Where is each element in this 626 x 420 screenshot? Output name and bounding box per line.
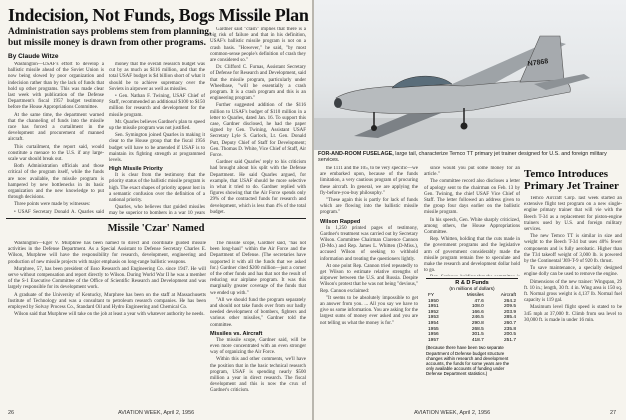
fy-cell: 1956 — [428, 332, 439, 338]
col-header-missiles: Missiles — [466, 293, 484, 298]
paragraph: Gardner said "crash" implies that there is a big risk of failure and that in his definition, USAF's ballistic missile program is not on a crash basis. "However," he said, "by most common-sense people's definition of crash they are considered so." — [210, 27, 306, 64]
missiles-cell: 166.6 — [471, 309, 484, 315]
paragraph: Mr. Quarles believes Gardner's plan to speed up the missile program was not justified. — [109, 119, 205, 132]
paragraph: "All we should fund the program separately and should not take funds over from our badly needed development of bombers, fighters and various other missiles," Gardner told the committee. — [210, 297, 306, 328]
caption-text: large tail, characterize Temco TT primary jet trainer designed for U.S. and foreign military services. — [318, 151, 607, 164]
col-header-fy: FY — [428, 293, 435, 298]
temco-paragraph: Dimensions of the new trainer: Wingspan, 29 ft. 10 in.; length, 30 ft. 4 in. Wing area is 150 sq. ft. Normal gross weight is 4,137 lb. Normal fuel capacity is 119 gal. — [524, 279, 622, 304]
box-column-2 — [210, 241, 306, 397]
paragraph: Quarles, who believes that guided missiles may be superior to bombers in a war 10 years — [109, 205, 205, 216]
aircraft-cell: 209.5 — [503, 304, 516, 310]
table-subtitle: (In millions of dollars) — [449, 287, 495, 292]
aircraft-cell: 264.2 — [503, 298, 516, 304]
missiles-cell: 418.7 — [471, 337, 484, 343]
fy-cell: 1950 — [428, 298, 439, 304]
tail-marking: N7868 — [527, 58, 549, 68]
fy-cell: 1955 — [428, 326, 439, 332]
left-page — [0, 0, 312, 420]
right-page — [314, 0, 626, 420]
paragraph: Murphree, 57, has been president of Esso Research and Engineering Co. since 1947. He will serve without compensation and report directly to Wilson. During World War II he was a member of the S-1 Executive Committee of the Office of Scientific Research and Development and was largely responsible for its development work. — [8, 266, 206, 291]
paragraph: Washington—Eger V. Murphree has been named to direct and coordinate guided missile activities in the Defense Department. As a Special Assistant to Defense Secretary Charles E. Wilson, Murphree will have the responsibility for research, development, engineering and production of new missile projects with major emphasis on long-range ballistic weapons. — [8, 241, 206, 265]
missiles-cell: 47.6 — [474, 298, 484, 304]
paragraph: money that the overall research budget was cut by as much as $116 million, and that the total USAF budget is $4 billion short of what it should be to achieve supremacy over the Soviets in airpower as well as missiles. — [109, 62, 205, 92]
aircraft-cell: 285.4 — [503, 315, 516, 321]
table-title: R & D Funds — [455, 280, 489, 286]
photo-caption — [318, 151, 618, 164]
subheading: High Missile Priority — [109, 166, 163, 173]
aircraft-cell: 235.8 — [503, 326, 516, 332]
article-headline: Indecision, Not Funds, Bogs Missile Plan — [8, 5, 309, 25]
right-page-number: 27 — [610, 410, 617, 416]
rd-funds-table — [426, 278, 518, 377]
box-title: Missile 'Czar' Named — [107, 223, 205, 234]
missile-czar-box — [6, 218, 306, 399]
table-note: (Because there have been two separate Department of Defense budget structure changes within research and development accounts, the funds for some years are the only available accounts of funding under Defense Department statistics.) — [426, 345, 510, 377]
paragraph: A graduate of the University of Kentucky, Murphree has been on the staff at Massachusetts Institute of Technology and was a consultant to petroleum research companies. He has been employed by Solvay Process Co., Standard Oil and Hydro Engineering and Chemical Co. — [8, 292, 206, 311]
temco-article-body — [524, 196, 622, 398]
paragraph: Both Administration officials and those critical of the program itself, while the funds are now available, the missile program is hampered by new bottlenecks in its basic organization and the new knowledge to put through decisions. — [8, 164, 104, 201]
missiles-cell: 301.5 — [471, 332, 484, 338]
temco-headline: Temco Introduces Primary Jet Trainer — [524, 168, 619, 192]
paragraph: • USAF Secretary Donald A. Quarles said — [14, 209, 104, 215]
left-column-2 — [109, 62, 205, 216]
paragraph: Wilson said that Murphree will take on the job at least a year with whatever authority he needs. — [14, 312, 205, 318]
paragraph: In his speech, Gen. White sharply criticized, among others, the House Appropriations Committee. — [424, 217, 520, 236]
paragraph: Dr. Clifford C. Furnas, Assistant Secretary of Defense for Research and Development, said that the missile program, particularly under Wheelbase, "will be essentially a crash program. It is a crash program and this is an engineering program." — [210, 65, 306, 102]
missiles-cell: 246.5 — [471, 315, 484, 321]
right-column-2 — [424, 166, 520, 276]
aircraft-cell: 260.7 — [503, 320, 516, 326]
paragraph: This curtailment, the report said, would constitute a menace to the U.S. if any large-scale war should break out. — [8, 144, 104, 163]
temco-paragraph: The new Temco TT is similar in size and weight to the Beech T-34 but uses 40% fewer components and is fully aerobatic. Higher than the T34 takeoff weight of 3,000 lb. is powered by the Continental 'J69-T-9 of 920 lb. thrust. — [524, 234, 622, 265]
table-body — [426, 299, 518, 344]
paragraph: Rep. Whitten, holding that the cuts made in the government programs and the legislative arm of government considerably made the missile program remain free to speculate and make the research and development dollar hold to go. — [424, 237, 520, 274]
left-column-3 — [210, 27, 306, 216]
missiles-cell: 290.8 — [471, 320, 484, 326]
right-column-1 — [320, 166, 418, 398]
subheading: Missiles vs. Aircraft — [210, 330, 263, 337]
paragraph: The missile scope, Gardner said, "has not been long-haul" within the Air Force and the Department of Defense. (The secretaries have supported it with all the funds that we asked for.) Gardner cited $200 million—just a corner of the other funds and has that not the result of reducing our airplane program. It was this marginally greater coverage of the funds that we ended up with." — [210, 241, 306, 296]
right-publication-line: AVIATION WEEK, April 2, 1956 — [414, 410, 491, 416]
paragraph: the 1111 and the 105, to be very specific—we are embarked upon, because of the funds limitation, a very cautious program of procuring these aircraft. In general, we are applying the fly-before-you-buy philosophy." — [320, 166, 418, 196]
paragraph: The missile scope, Gardner said, will be even more concentrated with an even stronger way of organizing the Air Force. — [210, 337, 306, 356]
fy-cell: 1951 — [428, 304, 439, 310]
fy-cell: 1953 — [428, 315, 439, 321]
paragraph — [424, 275, 520, 276]
aircraft-cell: 200.5 — [503, 332, 516, 338]
paragraph: At the same time, the department warned that the channeling of funds into the missile race has forced a curtailment in the development and procurement of manned aircraft. — [8, 112, 104, 143]
fy-cell: 1952 — [428, 309, 439, 315]
box-column-1 — [8, 241, 206, 397]
left-publication-line: AVIATION WEEK, April 2, 1956 — [118, 410, 195, 416]
paragraph: Further suggested addition of the $116 million to USAF's budget of $110 million in a letter to Quarles, dated Jan. 16. To support this case, Gardner disclosed, he had the paper signed by Gen. Twining, Assistant USAF Secretary Lyle S. Garlock, Lt. Gen. Donald Putt, Deputy Chief of Staff for Development; Gen. Thomas D. White, Vice Chief of Staff, Air Force. — [210, 103, 306, 159]
paragraph: "These again this is partly for lack of funds which are flowing into the ballistic missile program." — [320, 198, 418, 216]
subheading: Wilson Rapped — [320, 218, 361, 225]
paragraph: At one point Rep. Cannon tried repeatedly to get Wilson to estimate relative strengths of airpower between the U.S. and Russia. Despite Wilson's protest that he was not being "devious," Rep. Cannon exclaimed: — [320, 263, 418, 294]
aircraft-photo — [314, 0, 626, 150]
fy-cell: 1957 — [428, 337, 439, 343]
col-header-aircraft: Aircraft — [500, 293, 516, 298]
left-page-number: 26 — [8, 410, 15, 416]
funds-data-table — [426, 293, 518, 343]
left-column-1 — [8, 62, 104, 216]
paragraph: since would you put some money for an article." — [424, 166, 520, 178]
fy-cell: 1954 — [428, 320, 439, 326]
temco-jet-trainer-image — [314, 0, 626, 150]
caption-lead: FOR-AND-ROOM FUSELAGE, — [318, 151, 394, 157]
paragraph: "It seems to be absolutely impossible to get an answer from you. ... All you say we have to give us some information. You are asking for the largest sums of money ever asked and you are not telling us what the money is for." — [320, 295, 418, 326]
temco-paragraph: To save maintenance, a specially designed engine dolly can be used to remove the engine. — [524, 266, 622, 278]
paragraph: The committee record also discloses a letter of apology sent to the chairman on Feb. 13 by Gen. Twining, the chief USAF Vice Chief of Staff. The letter followed an address given to the group four days earlier on the ballistic missile program. — [424, 179, 520, 216]
aircraft-cell: 251.7 — [503, 337, 516, 343]
temco-paragraph: Maximum level flight speed is stated to be 345 mph at 37,000 ft. Climb from sea level to 30,000 ft. is made in under 16 min. — [524, 305, 622, 323]
paragraph: Three points were made by witnesses: — [14, 202, 91, 208]
table-row — [426, 338, 518, 344]
paragraph: Sen. Symington joined Quarles in making it clear to the House group that the fiscal 1956 budget will have to be amended if USAF is to maintain its fighting strength at programmed levels. — [109, 133, 205, 164]
paragraph: • Gen. Nathan F. Twining, USAF Chief of Staff, recommended an additional $100 to $150 million for research and development for the missile program. — [109, 94, 205, 118]
aircraft-cell: 203.9 — [503, 309, 516, 315]
missiles-cell: 268.5 — [471, 326, 484, 332]
paragraph: In 1,250 printed pages of testimony, Gardner's treatment was carried out by Secretary Wilson. Committee Chairman Clarence Cannon (D-Mo.) and Rep. James L. Whitten (D-Miss.), accused Wilson of seeking to withhold information and treating the questioners lightly. — [320, 225, 418, 262]
temco-paragraph: Temco Aircraft Corp. last week started an extensive flight test program on a new single-engine primary trainer that will vie with the Beech T-34 as a replacement for piston-engine trainers used by U.S. and foreign military services. — [524, 196, 622, 233]
paragraph: It is clear from the testimony that the priority status of the ballistic missile program is high. The exact shapes of priority appear lost in a semantic confusion over the definition of a national priority. — [109, 173, 205, 204]
paragraph: Gardner said Quarles' reply to his criticism had brought about his split with the Defense Department. He said Quarles argued, for example, that USAF should be more selective in what it tried to do. Gardner replied with figures showing that the Air Force spends only 29% of the contracted funds for research and development, which is less than 4% of the total budget. — [210, 160, 306, 215]
paragraph: Within this and other comments, we'll have the position that in the basic technical research program, USAF is spending nearly $500 million a year in direct research. The fiscal development and this is now the crux of Gardner's criticism. — [210, 357, 306, 394]
article-byline: By Claude Witze — [8, 53, 59, 60]
article-deck: Administration says problems stem from planning, but missile money is drawn from other programs. — [8, 27, 212, 48]
paragraph: Washington—USAF's effort to develop a ballistic missile ahead of the Soviet Union is now being slowed by poor organization and indecision rather than by the lack of funds that hold up other programs. This was made clear last week with publication of the Defense Department's fiscal 1957 budget testimony before the House Appropriations Committee. — [8, 62, 104, 111]
missiles-cell: 108.0 — [471, 304, 484, 310]
